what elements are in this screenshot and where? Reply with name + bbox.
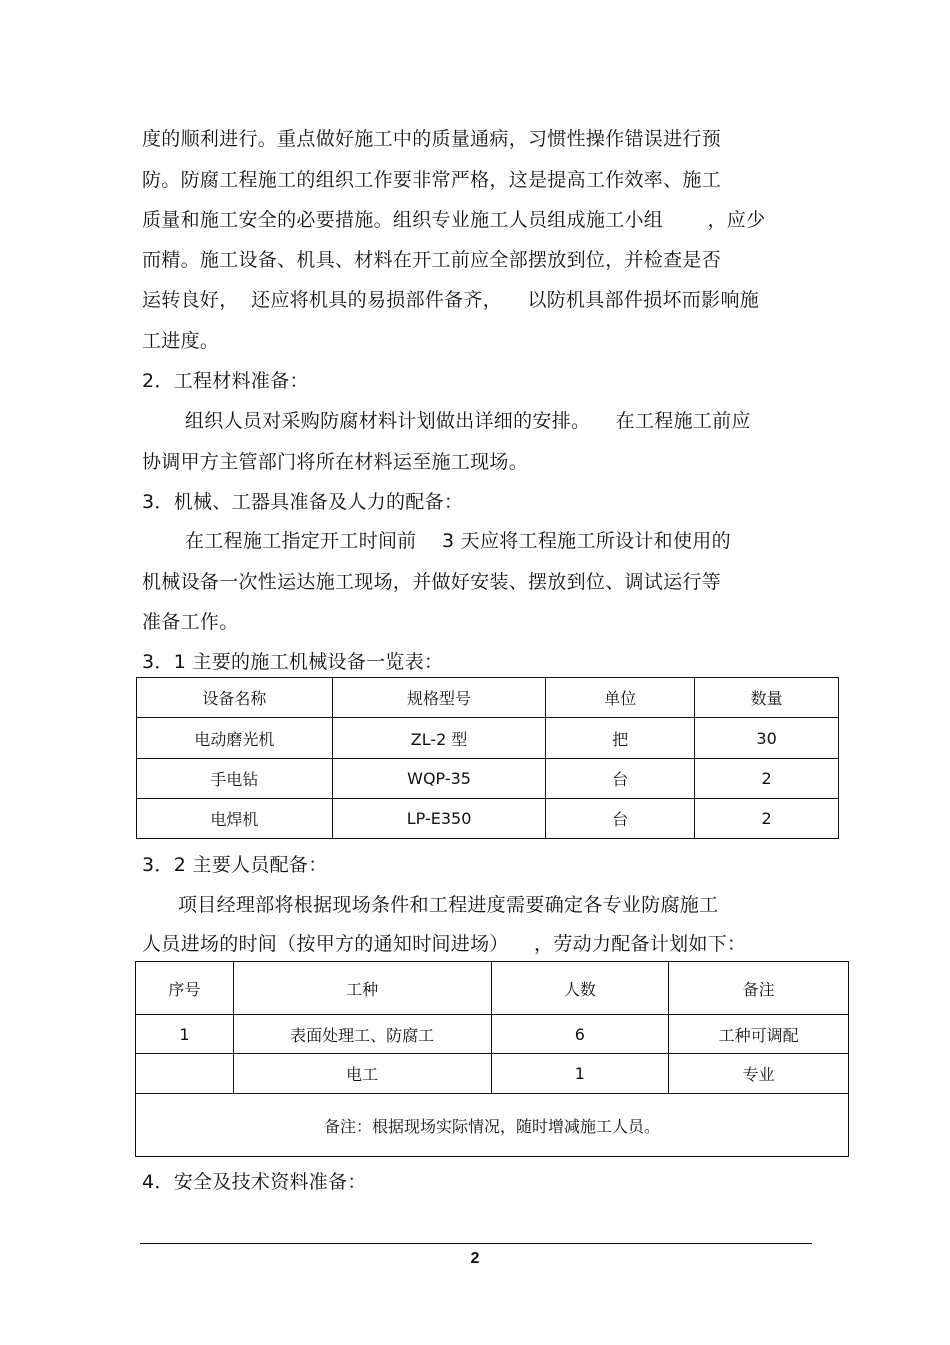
body-text-line: 而精。施工设备、机具、材料在开工前应全部摆放到位，并检查是否 bbox=[142, 249, 722, 271]
table-cell: 台 bbox=[546, 799, 695, 839]
staffing-table bbox=[135, 961, 849, 1157]
table-row bbox=[136, 1015, 849, 1054]
table-cell: 1 bbox=[491, 1054, 669, 1094]
table-cell: 工种可调配 bbox=[669, 1015, 849, 1054]
table-cell: 把 bbox=[546, 718, 695, 759]
table-cell: 2 bbox=[695, 799, 839, 839]
table-cell: 电焊机 bbox=[137, 799, 333, 839]
body-text-line: 度的顺利进行。重点做好施工中的质量通病，习惯性操作错误进行预 bbox=[142, 128, 722, 150]
table-note-row bbox=[136, 1094, 849, 1157]
table-header-cell: 备注 bbox=[669, 962, 849, 1015]
body-text-line: 准备工作。 bbox=[142, 611, 239, 633]
body-text-line: 项目经理部将根据现场条件和工程进度需要确定各专业防腐施工 bbox=[178, 894, 719, 916]
section-heading: 3．1 主要的施工机械设备一览表： bbox=[142, 651, 444, 673]
body-text-line: 人员进场的时间（按甲方的通知时间进场） ，劳动力配备计划如下： bbox=[142, 933, 747, 955]
body-text-line: 组织人员对采购防腐材料计划做出详细的安排。 在工程施工前应 bbox=[185, 410, 751, 432]
footer-divider bbox=[140, 1243, 812, 1244]
body-text-line: 协调甲方主管部门将所在材料运至施工现场。 bbox=[142, 451, 529, 473]
table-note-cell: 备注：根据现场实际情况，随时增减施工人员。 bbox=[136, 1094, 849, 1157]
table-cell: 30 bbox=[695, 718, 839, 759]
table-header-cell: 人数 bbox=[491, 962, 669, 1015]
table-row bbox=[136, 1054, 849, 1094]
table-cell: WQP-35 bbox=[332, 759, 546, 799]
table-cell: 台 bbox=[546, 759, 695, 799]
table-cell: 电工 bbox=[233, 1054, 491, 1094]
table-cell: 专业 bbox=[669, 1054, 849, 1094]
table-cell: 手电钻 bbox=[137, 759, 333, 799]
body-text-line: 质量和施工安全的必要措施。组织专业施工人员组成施工小组 ，应少 bbox=[142, 209, 766, 231]
table-header-cell: 工种 bbox=[233, 962, 491, 1015]
table-cell: 2 bbox=[695, 759, 839, 799]
table-cell: LP-E350 bbox=[332, 799, 546, 839]
table-cell: 1 bbox=[136, 1015, 234, 1054]
table-header-cell: 设备名称 bbox=[137, 678, 333, 718]
body-text-line: 工进度。 bbox=[142, 330, 220, 352]
body-text-line: 运转良好， 还应将机具的易损部件备齐， 以防机具部件损坏而影响施 bbox=[142, 289, 760, 311]
table-row bbox=[137, 718, 839, 759]
body-text-line: 防。防腐工程施工的组织工作要非常严格，这是提高工作效率、施工 bbox=[142, 169, 722, 191]
equipment-table bbox=[136, 677, 839, 839]
section-heading: 3．机械、工器具准备及人力的配备： bbox=[142, 491, 464, 513]
table-header-cell: 规格型号 bbox=[332, 678, 546, 718]
table-header-cell: 单位 bbox=[546, 678, 695, 718]
table-cell: 6 bbox=[491, 1015, 669, 1054]
table-header-row bbox=[137, 678, 839, 718]
body-text-line: 在工程施工指定开工时间前 3 天应将工程施工所设计和使用的 bbox=[185, 530, 731, 552]
page-number: 2 bbox=[470, 1250, 480, 1267]
table-row bbox=[137, 759, 839, 799]
table-cell: ZL-2 型 bbox=[332, 718, 546, 759]
table-header-cell: 序号 bbox=[136, 962, 234, 1015]
section-heading: 3．2 主要人员配备： bbox=[142, 854, 328, 876]
table-cell: 电动磨光机 bbox=[137, 718, 333, 759]
body-text-line: 机械设备一次性运达施工现场，并做好安装、摆放到位、调试运行等 bbox=[142, 571, 722, 593]
table-header-cell: 数量 bbox=[695, 678, 839, 718]
table-cell bbox=[136, 1054, 234, 1094]
table-header-row bbox=[136, 962, 849, 1015]
section-heading: 4．安全及技术资料准备： bbox=[142, 1171, 367, 1193]
table-cell: 表面处理工、防腐工 bbox=[233, 1015, 491, 1054]
table-row bbox=[137, 799, 839, 839]
section-heading: 2．工程材料准备： bbox=[142, 370, 309, 392]
